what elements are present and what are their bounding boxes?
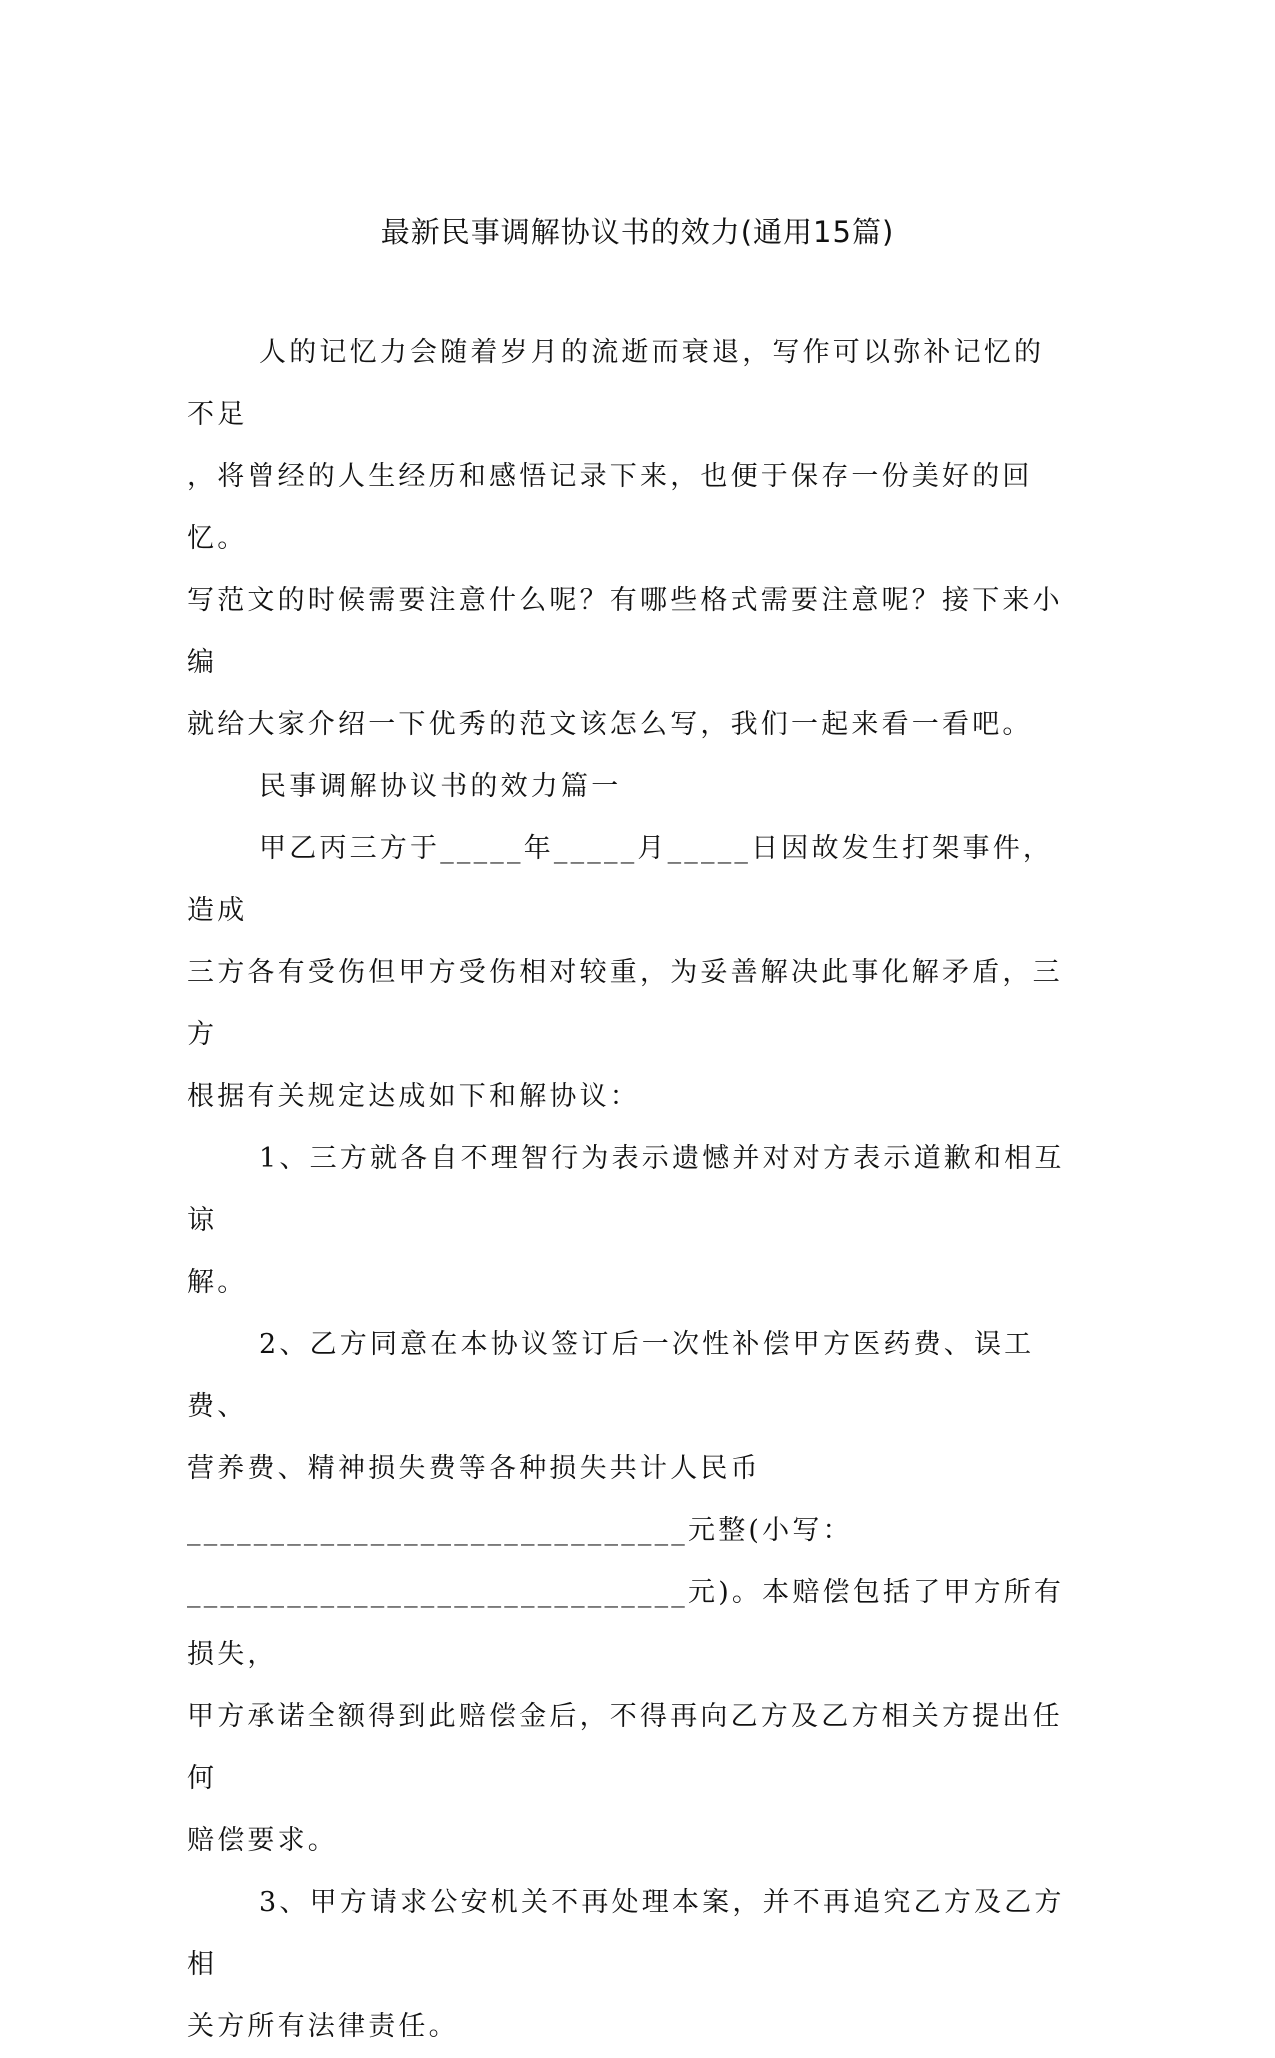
item2-line-2: 营养费、精神损失费等各种损失共计人民币 — [187, 1453, 761, 1484]
document-title: 最新民事调解协议书的效力(通用15篇) — [380, 215, 895, 249]
item2-line-6: 赔偿要求。 — [187, 1825, 338, 1856]
intro-line-3: 写范文的时候需要注意什么呢？有哪些格式需要注意呢？接下来小编 — [187, 585, 1063, 678]
item1-line-1: 1、三方就各自不理智行为表示遗憾并对对方表示道歉和相互谅 — [187, 1143, 1065, 1236]
item2-line-1: 2、乙方同意在本协议签订后一次性补偿甲方医药费、误工费、 — [187, 1329, 1035, 1422]
para1-line-2: 三方各有受伤但甲方受伤相对较重，为妥善解决此事化解矛盾，三方 — [187, 957, 1063, 1050]
item1-line-2: 解。 — [187, 1267, 248, 1298]
intro-line-1: 人的记忆力会随着岁月的流逝而衰退，写作可以弥补记忆的不足 — [187, 337, 1045, 430]
intro-line-4: 就给大家介绍一下优秀的范文该怎么写，我们一起来看一看吧。 — [187, 709, 1033, 740]
document-body — [187, 322, 1067, 2058]
para1-line-3: 根据有关规定达成如下和解协议： — [187, 1081, 640, 1112]
item3-line-1: 3、甲方请求公安机关不再处理本案，并不再追究乙方及乙方相 — [187, 1887, 1065, 1980]
para1-line-1: 甲乙丙三方于_____年_____月_____日因故发生打架事件，造成 — [187, 833, 1054, 926]
item2-line-5: 甲方承诺全额得到此赔偿金后，不得再向乙方及乙方相关方提出任何 — [187, 1701, 1063, 1794]
section-heading: 民事调解协议书的效力篇一 — [259, 771, 622, 802]
item2-line-3: ______________________________元整(小写： — [187, 1515, 853, 1546]
intro-line-2: ，将曾经的人生经历和感悟记录下来，也便于保存一份美好的回忆。 — [187, 461, 1033, 554]
item2-line-4: ______________________________元)。本赔偿包括了甲方所有损失， — [187, 1577, 1065, 1670]
item3-line-2: 关方所有法律责任。 — [187, 2011, 459, 2042]
